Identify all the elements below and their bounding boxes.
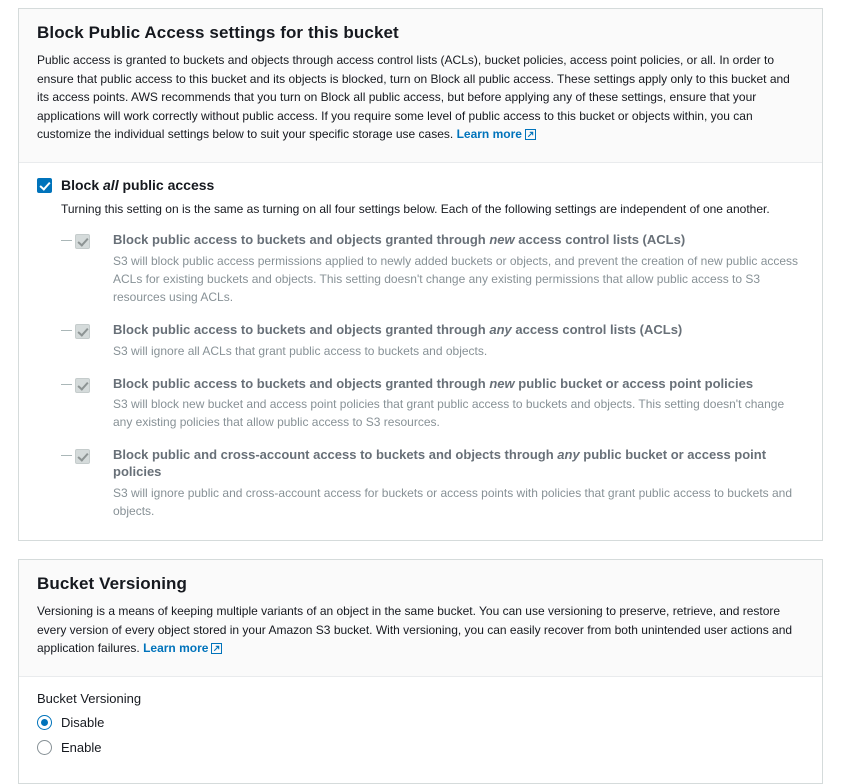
- radio-enable[interactable]: [37, 740, 52, 755]
- tree-connector-icon: [61, 240, 72, 241]
- block-all-public-access-row[interactable]: [37, 177, 804, 194]
- sub-setting-new-acls-checkbox[interactable]: [75, 234, 90, 249]
- sub-setting-any-policies-description: S3 will ignore public and cross-account access for buckets or access points with policies that grant public access to buckets and objects.: [113, 486, 793, 519]
- tree-connector-icon: [61, 330, 72, 331]
- tree-connector-icon: [61, 455, 72, 456]
- sub-setting-1-emphasis: any: [489, 321, 512, 337]
- bucket-versioning-header: [19, 560, 822, 677]
- radio-disable[interactable]: [37, 715, 52, 730]
- sub-setting-3-prefix: Block public and cross-account access to buckets and objects through: [113, 447, 558, 463]
- sub-setting-new-policies[interactable]: [61, 376, 804, 432]
- radio-disable-label: Disable: [61, 715, 105, 730]
- block-all-label-emphasis: all: [103, 176, 119, 193]
- external-link-icon: [211, 641, 222, 660]
- block-public-access-card: [18, 8, 823, 541]
- sub-setting-2-prefix: Block public access to buckets and objects granted through: [113, 375, 490, 391]
- block-public-access-learn-more-link[interactable]: [457, 127, 536, 141]
- learn-more-label: Learn more: [456, 127, 522, 142]
- sub-setting-0-suffix: access control lists (ACLs): [514, 231, 686, 247]
- bucket-versioning-description: [37, 602, 804, 660]
- block-all-label-prefix: Block: [61, 176, 104, 193]
- top-spacer: [18, 0, 823, 8]
- block-public-access-description-text: Public access is granted to buckets and objects through access control lists (ACLs), bucket policies, access point policies, or all. In order to ensure that public access to this bucket and its objects is blocked, turn on Block all public access. These settings apply only to this bucket and its access points. AWS recommends that you turn on Block all public access, but before applying any of these settings, ensure that your applications will work correctly without public access. If you require some level of public access to this bucket or objects within, you can customize the individual settings below to suit your specific storage use cases.: [37, 53, 790, 142]
- bucket-versioning-title: Bucket Versioning: [37, 574, 188, 594]
- sub-setting-any-policies-checkbox[interactable]: [75, 449, 90, 464]
- bucket-versioning-field-label: Bucket Versioning: [37, 691, 142, 706]
- sub-setting-new-policies-label: [113, 376, 804, 393]
- sub-setting-any-acls-label: [113, 322, 804, 339]
- sub-setting-any-policies[interactable]: [61, 447, 804, 520]
- sub-setting-1-prefix: Block public access to buckets and objects granted through: [113, 321, 490, 337]
- sub-setting-1-suffix: access control lists (ACLs): [511, 321, 683, 337]
- learn-more-label: Learn more: [143, 641, 209, 656]
- sub-setting-3-suffix: public bucket or access point policies: [113, 447, 767, 480]
- sub-setting-new-policies-checkbox[interactable]: [75, 378, 90, 393]
- sub-setting-any-acls-description: S3 will ignore all ACLs that grant public access to buckets and objects.: [113, 343, 488, 358]
- bucket-versioning-option-disable[interactable]: [37, 715, 804, 730]
- sub-setting-any-acls[interactable]: [61, 322, 804, 360]
- block-all-public-access-note: Turning this setting on is the same as turning on all four settings below. Each of the following settings are independent of one another.: [61, 201, 770, 216]
- tree-connector-icon: [61, 384, 72, 385]
- external-link-icon: [525, 127, 536, 146]
- bucket-versioning-body: [19, 677, 822, 783]
- block-public-access-body: [19, 163, 822, 540]
- block-all-label-suffix: public access: [118, 176, 215, 193]
- bucket-versioning-option-enable[interactable]: [37, 740, 804, 755]
- bucket-versioning-description-text: Versioning is a means of keeping multiple variants of an object in the same bucket. You can use versioning to preserve, retrieve, and restore every version of every object stored in your Amazon S3 bucket. With versioning, you can easily recover from both unintended user actions and application failures.: [37, 604, 793, 656]
- block-public-access-header: [19, 9, 822, 163]
- sub-setting-2-suffix: public bucket or access point policies: [514, 375, 754, 391]
- sub-setting-new-acls-label: [113, 232, 804, 249]
- bucket-versioning-learn-more-link[interactable]: [143, 641, 222, 655]
- block-all-public-access-label: [61, 177, 214, 194]
- sub-setting-any-policies-label: [113, 447, 804, 481]
- sub-setting-2-emphasis: new: [489, 375, 515, 391]
- sub-setting-0-emphasis: new: [489, 231, 515, 247]
- block-public-access-description: [37, 51, 804, 146]
- sub-setting-0-prefix: Block public access to buckets and objects granted through: [113, 231, 490, 247]
- sub-setting-any-acls-checkbox[interactable]: [75, 324, 90, 339]
- sub-setting-new-acls[interactable]: [61, 232, 804, 306]
- bucket-versioning-card: [18, 559, 823, 784]
- sub-setting-new-acls-description: S3 will block public access permissions applied to newly added buckets or objects, and prevent the creation of new public access ACLs for existing buckets and objects. This setting doesn't change any existing permissions that allow public access to S3 resources using ACLs.: [113, 253, 799, 304]
- block-public-access-sub-settings: [61, 232, 804, 520]
- block-public-access-title: Block Public Access settings for this bucket: [37, 23, 399, 42]
- sub-setting-3-emphasis: any: [557, 447, 580, 463]
- sub-setting-new-policies-description: S3 will block new bucket and access point policies that grant public access to buckets and objects. This setting doesn't change any existing policies that allow public access to S3 resources.: [113, 397, 785, 430]
- card-spacer: [18, 541, 823, 559]
- block-all-public-access-checkbox[interactable]: [37, 178, 52, 193]
- radio-enable-label: Enable: [61, 740, 102, 755]
